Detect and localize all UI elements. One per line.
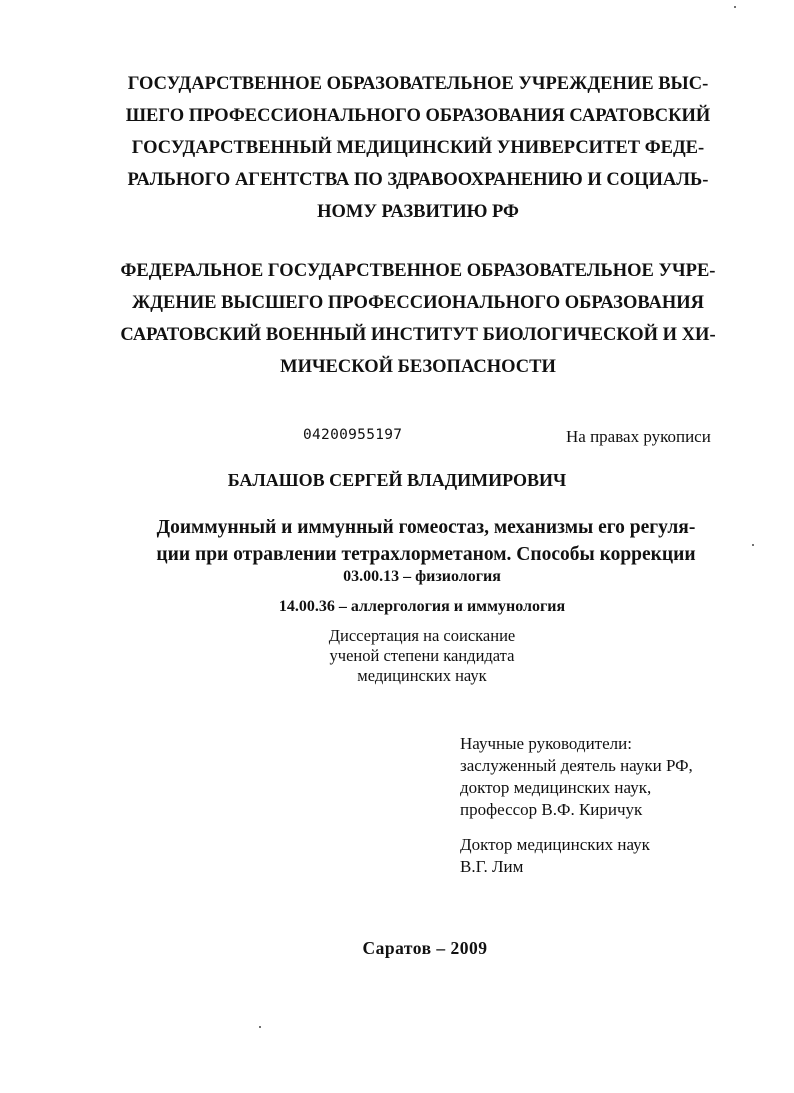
degree-line: ученой степени кандидата — [329, 646, 515, 665]
header-line: ГОСУДАРСТВЕННОЕ ОБРАЗОВАТЕЛЬНОЕ УЧРЕЖДЕНИЕ ВЫС- — [127, 74, 709, 94]
supervisors-block — [460, 733, 693, 821]
header-line: ФЕДЕРАЛЬНОЕ ГОСУДАРСТВЕННОЕ ОБРАЗОВАТЕЛЬНОЕ УЧРЕ- — [120, 261, 716, 281]
dissertation-title — [96, 514, 756, 568]
co-supervisor-block — [460, 834, 650, 878]
scan-speck — [259, 1026, 261, 1028]
degree-line: медицинских наук — [357, 666, 487, 685]
rights-note: На правах рукописи — [566, 427, 711, 446]
header-line: САРАТОВСКИЙ ВОЕННЫЙ ИНСТИТУТ БИОЛОГИЧЕСКОЙ И ХИ- — [120, 325, 716, 345]
specialty-physiology: 03.00.13 – физиология — [343, 568, 501, 585]
author-name: БАЛАШОВ СЕРГЕЙ ВЛАДИМИРОВИЧ — [227, 470, 567, 490]
header-line: ГОСУДАРСТВЕННЫЙ МЕДИЦИНСКИЙ УНИВЕРСИТЕТ ФЕДЕ- — [131, 138, 705, 158]
supervisor-line: заслуженный деятель науки РФ, — [460, 756, 693, 775]
header-line: МИЧЕСКОЙ БЕЗОПАСНОСТИ — [280, 357, 556, 377]
supervisor-line: Научные руководители: — [460, 734, 632, 753]
degree-line: Диссертация на соискание — [328, 626, 516, 645]
supervisor-line: В.Г. Лим — [460, 857, 524, 876]
registration-number: 04200955197 — [303, 427, 403, 443]
supervisor-line: Доктор медицинских наук — [460, 835, 650, 854]
header-line: ШЕГО ПРОФЕССИОНАЛЬНОГО ОБРАЗОВАНИЯ САРАТОВСКИЙ — [125, 106, 711, 126]
scan-speck — [752, 544, 754, 546]
title-line: Доиммунный и иммунный гомеостаз, механизмы его регуля- — [156, 517, 696, 538]
dissertation-degree — [272, 626, 572, 686]
header-line: НОМУ РАЗВИТИЮ РФ — [317, 202, 519, 222]
university-header — [100, 68, 736, 228]
specialty-immunology: 14.00.36 – аллергология и иммунология — [278, 598, 566, 615]
title-line: ции при отравлении тетрахлорметаном. Способы коррекции — [156, 544, 696, 565]
header-line: ЖДЕНИЕ ВЫСШЕГО ПРОФЕССИОНАЛЬНОГО ОБРАЗОВАНИЯ — [131, 293, 705, 313]
supervisor-line: доктор медицинских наук, — [460, 778, 652, 797]
institute-header — [100, 255, 736, 383]
scan-speck — [734, 6, 736, 8]
supervisor-line: профессор В.Ф. Киричук — [460, 800, 643, 819]
header-line: РАЛЬНОГО АГЕНТСТВА ПО ЗДРАВООХРАНЕНИЮ И СОЦИАЛЬ- — [127, 170, 709, 190]
city-year: Саратов – 2009 — [362, 938, 488, 958]
